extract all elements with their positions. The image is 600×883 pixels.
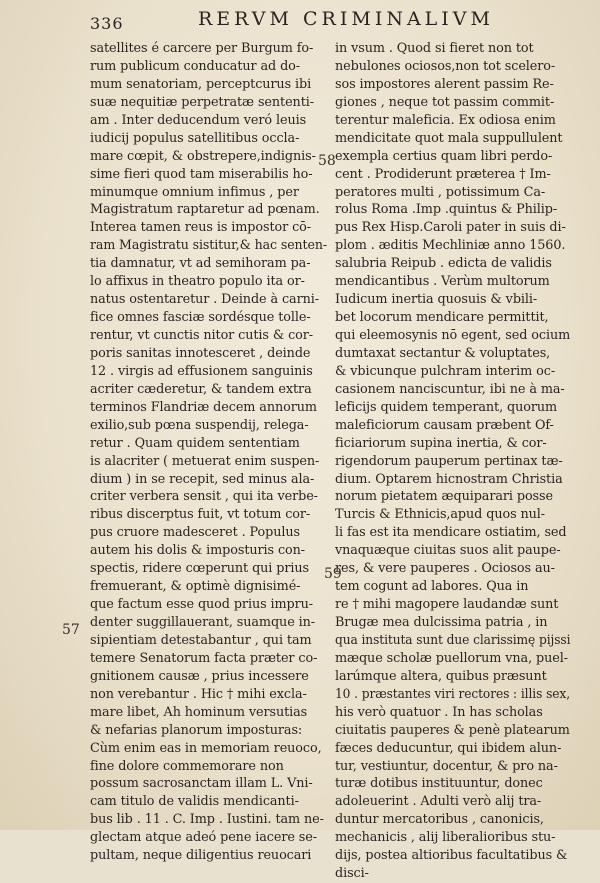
text-line: ribus discerptus fuit, vt totum cor- [90,507,311,523]
text-line: satellites é carcere per Burgum fo- [90,41,314,56]
text-line: retur . Quam quidem sententiam [90,435,300,451]
text-line: temere Senatorum facta præter co- [90,650,318,666]
text-line: maleficiorum causam præbent Of- [335,417,554,433]
text-line: & nefarias planorum imposturas: [90,722,303,738]
text-line: Turcis & Ethnicis,apud quos nul- [335,507,545,523]
text-line: turæ dotibus instituuntur, donec [335,776,543,792]
text-line: Magistratum raptaretur ad pœnam. [90,202,320,218]
text-line: que factum esse quod prius impru- [90,597,314,613]
text-line: fremuerant, & optimè dignisimé- [90,579,301,595]
text-line: li fas est ita mendicare ostiatim, sed [335,525,567,541]
text-line: sos impostores alerent passim Re- [335,76,554,92]
text-line: cent . Prodiderunt præterea † Im- [335,166,551,182]
text-line: ram Magistratu sistitur,& hac senten- [90,238,328,254]
text-line: casionem nanciscuntur, ibi ne à ma- [335,381,565,397]
text-line: his verò quatuor . In has scholas [335,704,543,720]
text-line: leficijs quidem temperant, quorum [335,399,558,415]
text-line: fice omnes fasciæ sordésque tolle- [90,310,311,326]
text-line: 10 . præstantes viri rectores : illis sex, [335,686,570,702]
text-line: fæces deducuntur, qui ibidem alun- [335,740,562,756]
text-line: is alacriter ( metuerat enim suspen- [90,453,320,469]
text-line: tur, vestiuntur, docentur, & pro na- [335,758,558,774]
text-line: exilio,sub pœna suspendij, relega- [90,417,309,433]
text-line: ficiariorum supina inertia, & cor- [335,435,547,451]
running-head: RERVM CRIMINALIVM [198,8,494,30]
text-line: pus cruore madesceret . Populus [90,525,300,541]
text-line: suæ nequitiæ perpetratæ sententi- [90,94,314,110]
text-line: pultam, neque diligentius reuocari [90,848,312,864]
text-line: plom . æditis Mechliniæ anno 1560. [335,238,566,254]
text-line: non verebantur . Hic † mihi excla- [90,686,307,702]
text-line: duntur mercatoribus , canonicis, [335,812,544,828]
text-line: in vsum . Quod si fieret non tot [335,41,534,56]
text-line: tem cogunt ad labores. Qua in [335,579,529,595]
text-line: terentur maleficia. Ex odiosa enim [335,112,556,128]
text-line: mendicantibus . Verùm multorum [335,274,550,290]
text-line: sipientiam detestabantur , qui tam [90,632,312,648]
text-line: adoleuerint . Adulti verò alij tra- [335,794,542,810]
text-line: pus Rex Hisp.Caroli pater in suis di- [335,220,566,236]
text-line: peratores multi , potissimum Ca- [335,184,546,200]
text-line: autem his dolis & imposturis con- [90,543,305,559]
text-line: minumque omnium infimus , per [90,184,299,200]
page-number: 336 [90,14,124,33]
text-line: salubria Reipub . edicta de validis [335,256,552,272]
text-line: terminos Flandriæ decem annorum [90,399,317,415]
text-line: cam titulo de validis mendicanti- [90,794,299,810]
text-line: mare libet, Ah hominum versutias [90,704,308,720]
text-line: res, & vere pauperes . Ociosos au- [335,561,555,577]
margin-note-57: 57 [62,622,80,638]
text-line: bus lib . 11 . C. Imp . Iustini. tam ne- [90,812,324,828]
text-line: mum senatoriam, perceptcurus ibi [90,76,312,92]
text-line: ciuitatis pauperes & penè platearum [335,722,570,738]
text-line: nebulones ociosos,non tot scelero- [335,58,556,74]
margin-note-58: 58 [318,153,336,169]
text-line: vnaquæque ciuitas suos alit paupe- [335,543,561,559]
text-line: denter suggillauerant, suamque in- [90,615,315,630]
text-line: Iudicum inertia quosuis & vbili- [335,292,538,308]
text-line: mendicitate quot mala suppullulent [335,130,563,146]
text-line: tia damnatur, vt ad semihoram pa- [90,256,311,272]
text-line: larúmque altera, quibus præsunt [335,668,547,684]
text-line: Brugæ mea dulcissima patria , in [335,615,548,630]
text-line: possum sacrosanctam illam L. Vni- [90,776,313,792]
text-line: am . Inter deducendum veró leuis [90,112,307,128]
margin-note-59: 59 [324,566,342,582]
text-line: qua instituta sunt due clarissimę pijssi [335,632,571,648]
page-header [78,8,570,34]
text-line: & vbicunque pulchram interim oc- [335,363,556,379]
text-line: mechanicis , alij liberalioribus stu- [335,830,556,846]
text-line: qui eleemosynis nō egent, sed ocium [335,328,571,343]
text-line: bet locorum mendicare permittit, [335,310,549,326]
text-line: glectam atque adeó pene iacere se- [90,830,317,846]
text-line: lo affixus in theatro populo ita or- [90,274,305,290]
text-line: mæque scholæ puellorum vna, puel- [335,650,568,666]
text-line: disci- [335,866,369,882]
text-line: dumtaxat sectantur & voluptates, [335,345,551,361]
right-text-column [335,40,570,883]
text-line: dijs, postea altioribus facultatibus & [335,848,568,864]
text-line: gnitionem causæ , prius incessere [90,668,309,684]
text-line: re † mihi magopere laudandæ sunt [335,597,559,613]
text-line: 12 . virgis ad effusionem sanguinis [90,363,313,379]
text-line: norum pietatem æquiparari posse [335,489,553,505]
text-line: criter verbera sensit , qui ita verbe- [90,489,318,505]
text-line: dium ) in se recepit, sed minus ala- [90,471,315,487]
text-line: exempla certius quam libri perdo- [335,148,553,164]
text-line: poris sanitas innotesceret , deinde [90,345,311,361]
text-line: rum publicum conducatur ad do- [90,58,301,74]
text-line: spectis, ridere cœperunt qui prius [90,561,309,577]
text-line: sime fieri quod tam miserabilis ho- [90,166,313,182]
left-text-column [90,40,327,865]
text-line: Interea tamen reus is impostor cō- [90,220,312,236]
text-line: giones , neque tot passim commit- [335,94,555,110]
text-line: acriter cæderetur, & tandem extra [90,381,312,397]
text-line: iudicij populus satellitibus occla- [90,130,300,146]
text-line: rigendorum pauperum pertinax tæ- [335,453,563,469]
text-line: mare cœpit, & obstrepere,indignis- [90,148,316,164]
text-line: dium. Optarem hicnostram Christia [335,471,563,487]
text-line: rolus Roma .Imp .quintus & Philip- [335,202,558,218]
text-line: rentur, vt cunctis nitor cutis & cor- [90,328,314,343]
text-line: Cùm enim eas in memoriam reuoco, [90,740,322,756]
text-line: natus ostentaretur . Deinde à carni- [90,292,319,308]
text-line: fine dolore commemorare non [90,758,284,774]
